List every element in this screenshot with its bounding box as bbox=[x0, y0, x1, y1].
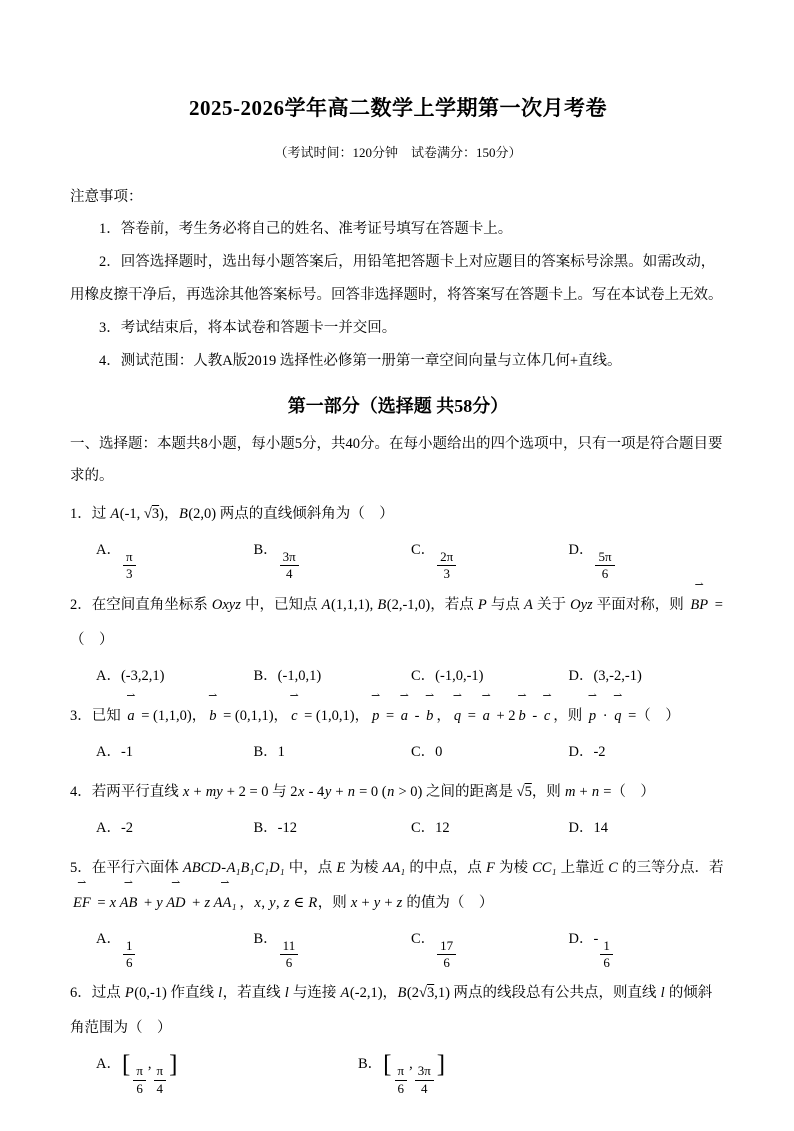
fraction bbox=[133, 1063, 146, 1097]
denominator: 6 bbox=[397, 1080, 405, 1096]
question-6-option-a bbox=[96, 1047, 358, 1097]
text-run: 为棱 bbox=[495, 859, 532, 876]
text-run: 的中点，点 bbox=[405, 859, 486, 876]
numerator: 1 bbox=[123, 938, 136, 955]
text-run: ∈ bbox=[289, 894, 308, 911]
fraction bbox=[123, 549, 136, 583]
denominator: 6 bbox=[443, 955, 450, 971]
bracket: [ bbox=[383, 1051, 392, 1079]
text-run: C． bbox=[411, 542, 436, 558]
math-var-run: n bbox=[591, 783, 600, 800]
text-run: =（ ） bbox=[70, 596, 723, 648]
math-var-run: x bbox=[350, 894, 358, 911]
question-1-option-b bbox=[254, 533, 412, 583]
question-5-option-a bbox=[96, 922, 254, 972]
text-run: C．12 bbox=[411, 819, 450, 836]
question-1-options bbox=[70, 533, 726, 583]
numerator: π bbox=[133, 1063, 146, 1080]
question-3-option-a bbox=[96, 735, 254, 770]
vector-run: b ⇀ bbox=[425, 699, 434, 734]
math-var-run: AA₁ bbox=[382, 859, 406, 876]
text-run: - bbox=[528, 707, 541, 724]
text-run: A． bbox=[96, 542, 121, 558]
text-run: + bbox=[331, 783, 348, 800]
denominator: 4 bbox=[156, 1080, 164, 1096]
math-var-run: y bbox=[373, 894, 381, 911]
denominator: 6 bbox=[125, 955, 133, 971]
radicand: 5 bbox=[524, 783, 532, 800]
vector-run: b ⇀ bbox=[518, 699, 527, 734]
text-run: , bbox=[409, 1056, 413, 1073]
numerator: 17 bbox=[437, 938, 456, 955]
question-4-option-a bbox=[96, 811, 254, 846]
text-run: B．-12 bbox=[253, 819, 297, 836]
text-run: , bbox=[261, 894, 269, 911]
text-run: - 4 bbox=[304, 783, 325, 800]
question-3-option-b bbox=[254, 735, 412, 770]
notice-item-4: 4．测试范围：人教A版2019 选择性必修第一册第一章空间向量与立体几何+直线。 bbox=[99, 353, 622, 369]
text-run: B． bbox=[253, 542, 278, 558]
math-var-run: B bbox=[178, 506, 188, 522]
text-run: A． bbox=[96, 1056, 121, 1073]
page-title: 2025-2026学年高二数学上学期第一次月考卷 bbox=[189, 96, 607, 120]
text-run: A．(-3,2,1) bbox=[96, 667, 165, 684]
denominator: 3 bbox=[443, 566, 450, 582]
text-run: 6．过点 bbox=[70, 985, 125, 1002]
fraction bbox=[595, 549, 614, 583]
math-var-run: x bbox=[109, 894, 117, 911]
question-5-stem bbox=[70, 851, 726, 921]
math-var-run: E bbox=[336, 859, 346, 876]
sqrt-run bbox=[144, 506, 159, 522]
fraction bbox=[395, 1063, 408, 1097]
section-intro: 一、选择题：本题共8小题，每小题5分，共40分。在每小题给出的四个选项中，只有一项是符合题目要求的。 bbox=[70, 436, 723, 484]
math-var-run: x bbox=[182, 783, 190, 800]
math-var-run: P bbox=[124, 985, 134, 1002]
math-var-run: Oxyz bbox=[211, 596, 241, 613]
math-var-run: y bbox=[324, 783, 332, 800]
text-run: C．0 bbox=[411, 743, 443, 760]
fraction bbox=[437, 938, 456, 972]
math-var-run: A₁B₁C₁D₁ bbox=[226, 859, 285, 876]
question-6-stem bbox=[70, 976, 726, 1046]
question-2-option-a bbox=[96, 659, 254, 694]
text-run: B．1 bbox=[253, 743, 285, 760]
text-run: (0,-1) 作直线 bbox=[134, 985, 218, 1002]
question-4 bbox=[70, 775, 726, 846]
text-run: (2 bbox=[406, 985, 419, 1002]
numerator: 11 bbox=[280, 938, 299, 955]
text-run: + bbox=[575, 783, 592, 800]
vector-run: p ⇀ bbox=[588, 699, 597, 734]
math-var-run: Oyz bbox=[570, 596, 593, 613]
text-run: 上靠近 bbox=[556, 859, 608, 876]
fraction bbox=[280, 549, 299, 583]
question-5-option-c bbox=[411, 922, 569, 972]
text-run: =（ ） bbox=[599, 783, 655, 800]
math-var-run: n bbox=[347, 783, 355, 800]
text-run: B． bbox=[253, 930, 278, 947]
text-run: 平面对称，则 bbox=[593, 596, 688, 613]
sqrt-run bbox=[517, 784, 532, 800]
math-var-run: A bbox=[321, 596, 331, 613]
math-var-run: F bbox=[485, 859, 495, 876]
text-run: A．-1 bbox=[96, 743, 134, 760]
fraction bbox=[154, 1063, 167, 1097]
text-run: 1．过 bbox=[70, 506, 110, 522]
math-var-run: l bbox=[284, 985, 289, 1002]
fraction bbox=[437, 549, 456, 583]
text-run: + bbox=[357, 894, 374, 911]
text-run: ，若直线 bbox=[222, 985, 285, 1002]
math-var-run: ABCD bbox=[182, 859, 221, 876]
vector-run: a ⇀ bbox=[126, 699, 135, 734]
text-run: = 0 ( bbox=[355, 783, 387, 800]
vector-run: BP ⇀ bbox=[689, 588, 709, 623]
sqrt-run bbox=[419, 985, 434, 1001]
vector-run: a ⇀ bbox=[482, 699, 491, 734]
text-run: + bbox=[380, 894, 397, 911]
math-var-run: C bbox=[608, 859, 618, 876]
text-run: (-2,1)， bbox=[349, 985, 398, 1002]
denominator: 3 bbox=[126, 566, 133, 582]
question-6 bbox=[70, 976, 726, 1097]
text-run: = (1,0,1)， bbox=[300, 707, 370, 724]
text-run: , bbox=[147, 1056, 152, 1073]
text-run: , bbox=[276, 894, 284, 911]
text-run: = (1,1,0)， bbox=[137, 707, 207, 724]
notice-list bbox=[70, 213, 726, 378]
text-run: 3．已知 bbox=[70, 707, 125, 724]
text-run: D． bbox=[568, 542, 594, 558]
question-3-stem bbox=[70, 699, 726, 734]
question-2-stem bbox=[70, 588, 726, 658]
question-1-option-d bbox=[569, 533, 727, 583]
text-run: - bbox=[411, 707, 424, 724]
vector-run: c ⇀ bbox=[543, 699, 551, 734]
denominator: 6 bbox=[285, 955, 293, 971]
math-var-run: z bbox=[204, 894, 211, 911]
math-var-run: l bbox=[218, 985, 223, 1002]
text-run: = bbox=[93, 894, 110, 911]
bracket: ] bbox=[169, 1051, 178, 1079]
question-6-options bbox=[70, 1047, 726, 1097]
question-2-option-d bbox=[569, 659, 727, 694]
notice-item-1: 1．答卷前，考生务必将自己的姓名、准考证号填写在答题卡上。 bbox=[99, 221, 513, 237]
text-run: 5．在平行六面体 bbox=[70, 859, 183, 876]
denominator: 6 bbox=[136, 1080, 143, 1096]
math-var-run: n bbox=[387, 783, 395, 800]
question-5-options bbox=[70, 922, 726, 972]
vector-run: EF ⇀ bbox=[72, 886, 92, 921]
math-var-run: z bbox=[283, 894, 290, 911]
vector-run: AD ⇀ bbox=[165, 886, 186, 921]
text-run: 的三等分点．若 bbox=[618, 859, 724, 876]
text-run: ，则 bbox=[317, 894, 351, 911]
question-3-options bbox=[70, 735, 726, 770]
radicand: 3 bbox=[151, 506, 160, 522]
fraction bbox=[123, 938, 136, 972]
question-1-option-a bbox=[96, 533, 254, 583]
text-run: B． bbox=[358, 1056, 383, 1073]
text-run: B．(-1,0,1) bbox=[253, 667, 322, 684]
radicand: 3 bbox=[426, 985, 435, 1002]
text-run: ，则 bbox=[531, 783, 565, 800]
text-run: 与点 bbox=[487, 596, 524, 613]
question-2-option-c bbox=[411, 659, 569, 694]
math-var-run: y bbox=[156, 894, 163, 911]
denominator: 6 bbox=[601, 566, 609, 582]
vector-run: p ⇀ bbox=[371, 699, 380, 734]
radical-sign: √ bbox=[143, 506, 152, 522]
denominator: 6 bbox=[603, 955, 610, 971]
question-4-options bbox=[70, 811, 726, 846]
question-3-option-c bbox=[411, 735, 569, 770]
math-var-run: z bbox=[396, 894, 403, 911]
question-4-option-d bbox=[569, 811, 727, 846]
question-5 bbox=[70, 851, 726, 972]
notice-item-2: 2．回答选择题时，选出每小题答案后，用铅笔把答题卡上对应题目的答案标号涂黑。如需改动，用橡皮擦干净后，再选涂其他答案标号。回答非选择题时，将答案写在答题卡上。写在本试卷上无效。 bbox=[70, 254, 723, 303]
text-run: 4．若两平行直线 bbox=[70, 783, 183, 800]
text-run: ， bbox=[239, 894, 254, 911]
fraction bbox=[600, 938, 613, 972]
question-4-option-c bbox=[411, 811, 569, 846]
numerator: 3π bbox=[280, 549, 299, 566]
radical-sign: √ bbox=[418, 985, 427, 1002]
text-run: (2,-1,0)，若点 bbox=[386, 596, 478, 613]
text-run: + bbox=[140, 894, 156, 911]
text-run: D．-2 bbox=[568, 743, 606, 760]
text-run: A．-2 bbox=[96, 819, 134, 836]
text-run: =（ ） bbox=[624, 707, 680, 724]
question-4-stem bbox=[70, 775, 726, 810]
math-var-run: B bbox=[397, 985, 407, 1002]
question-5-option-b bbox=[254, 922, 412, 972]
text-run: + bbox=[189, 783, 206, 800]
text-run: )， bbox=[159, 506, 179, 522]
text-run: D． bbox=[568, 930, 594, 947]
question-3 bbox=[70, 699, 726, 770]
math-var-run: CC₁ bbox=[532, 859, 557, 876]
section-title: 第一部分（选择题 共58分） bbox=[287, 396, 509, 416]
math-var-run: P bbox=[477, 596, 487, 613]
text-run: ，则 bbox=[553, 707, 586, 724]
text-run: 关于 bbox=[533, 596, 570, 613]
text-run: (-1, bbox=[119, 506, 144, 522]
text-run: = bbox=[464, 707, 480, 724]
text-run: + bbox=[188, 894, 204, 911]
math-var-run: y bbox=[269, 894, 276, 911]
math-var-run: R bbox=[308, 894, 318, 911]
math-var-run: B bbox=[377, 596, 387, 613]
math-var-run: x bbox=[254, 894, 261, 911]
notice-item-3: 3．考试结束后，将本试卷和答题卡一并交回。 bbox=[99, 320, 397, 336]
question-2-options bbox=[70, 659, 726, 694]
vector-run: AB ⇀ bbox=[119, 886, 139, 921]
bracket: [ bbox=[121, 1051, 131, 1079]
math-var-run: A bbox=[524, 596, 533, 613]
text-run: 与连接 bbox=[289, 985, 341, 1002]
math-var-run: my bbox=[205, 783, 223, 800]
numerator: 3π bbox=[415, 1063, 434, 1080]
text-run: (1,1,1), bbox=[330, 596, 377, 613]
text-run: + 2 bbox=[492, 707, 516, 724]
text-run: 的倾斜角范围为（ ） bbox=[70, 985, 713, 1037]
text-run: > 0) 之间的距离是 bbox=[394, 783, 517, 800]
text-run: A． bbox=[96, 930, 121, 947]
text-run: 的值为（ ） bbox=[402, 894, 494, 911]
text-run: ,1) 两点的线段总有公共点，则直线 bbox=[434, 985, 661, 1002]
numerator: π bbox=[395, 1063, 408, 1080]
question-3-option-d bbox=[569, 735, 727, 770]
question-1-stem bbox=[70, 497, 726, 532]
math-var-run: A bbox=[340, 985, 350, 1002]
fraction bbox=[415, 1063, 434, 1097]
vector-run: a ⇀ bbox=[400, 699, 409, 734]
text-run: D．(3,-2,-1) bbox=[568, 667, 642, 684]
denominator: 4 bbox=[285, 566, 293, 582]
exam-subtitle: （考试时间：120分钟 试卷满分：150分） bbox=[274, 145, 522, 160]
text-run: 2．在空间直角坐标系 bbox=[70, 596, 212, 613]
text-run: - bbox=[593, 930, 599, 947]
text-run: · bbox=[599, 707, 612, 724]
vector-run: b ⇀ bbox=[208, 699, 217, 734]
text-run: 为棱 bbox=[345, 859, 382, 876]
text-run: = (0,1,1)， bbox=[219, 707, 289, 724]
question-1-option-c bbox=[411, 533, 569, 583]
text-run: 中，点 bbox=[285, 859, 336, 876]
text-run: 中，已知点 bbox=[241, 596, 322, 613]
text-run: C．(-1,0,-1) bbox=[411, 667, 484, 684]
numerator: π bbox=[154, 1063, 167, 1080]
question-1 bbox=[70, 497, 726, 583]
vector-run: q ⇀ bbox=[453, 699, 462, 734]
denominator: 4 bbox=[420, 1080, 428, 1096]
fraction bbox=[280, 938, 299, 972]
text-run: D．14 bbox=[568, 819, 608, 836]
numerator: π bbox=[123, 549, 136, 566]
math-var-run: m bbox=[564, 783, 576, 800]
vector-run: q ⇀ bbox=[613, 699, 622, 734]
question-2 bbox=[70, 588, 726, 694]
math-var-run: x bbox=[298, 783, 305, 800]
text-run: - bbox=[221, 859, 227, 876]
text-run: (2,0) 两点的直线倾斜角为（ ） bbox=[188, 506, 394, 522]
vector-run: AA₁ ⇀ bbox=[213, 886, 238, 921]
question-2-option-b bbox=[254, 659, 412, 694]
text-run: C． bbox=[411, 930, 436, 947]
numerator: 2π bbox=[437, 549, 456, 566]
question-4-option-b bbox=[254, 811, 412, 846]
math-var-run: l bbox=[660, 985, 665, 1002]
question-6-option-b bbox=[358, 1047, 726, 1097]
notice-heading: 注意事项： bbox=[70, 189, 143, 205]
bracket: ] bbox=[436, 1051, 446, 1079]
radical-sign: √ bbox=[516, 783, 525, 800]
numerator: 5π bbox=[595, 549, 614, 566]
text-run: = bbox=[382, 707, 398, 724]
text-run: ， bbox=[436, 707, 451, 724]
math-var-run: A bbox=[110, 506, 120, 522]
text-run: + 2 = 0 与 2 bbox=[223, 783, 298, 800]
numerator: 1 bbox=[600, 938, 613, 955]
vector-run: c ⇀ bbox=[290, 699, 298, 734]
question-5-option-d bbox=[569, 922, 727, 972]
